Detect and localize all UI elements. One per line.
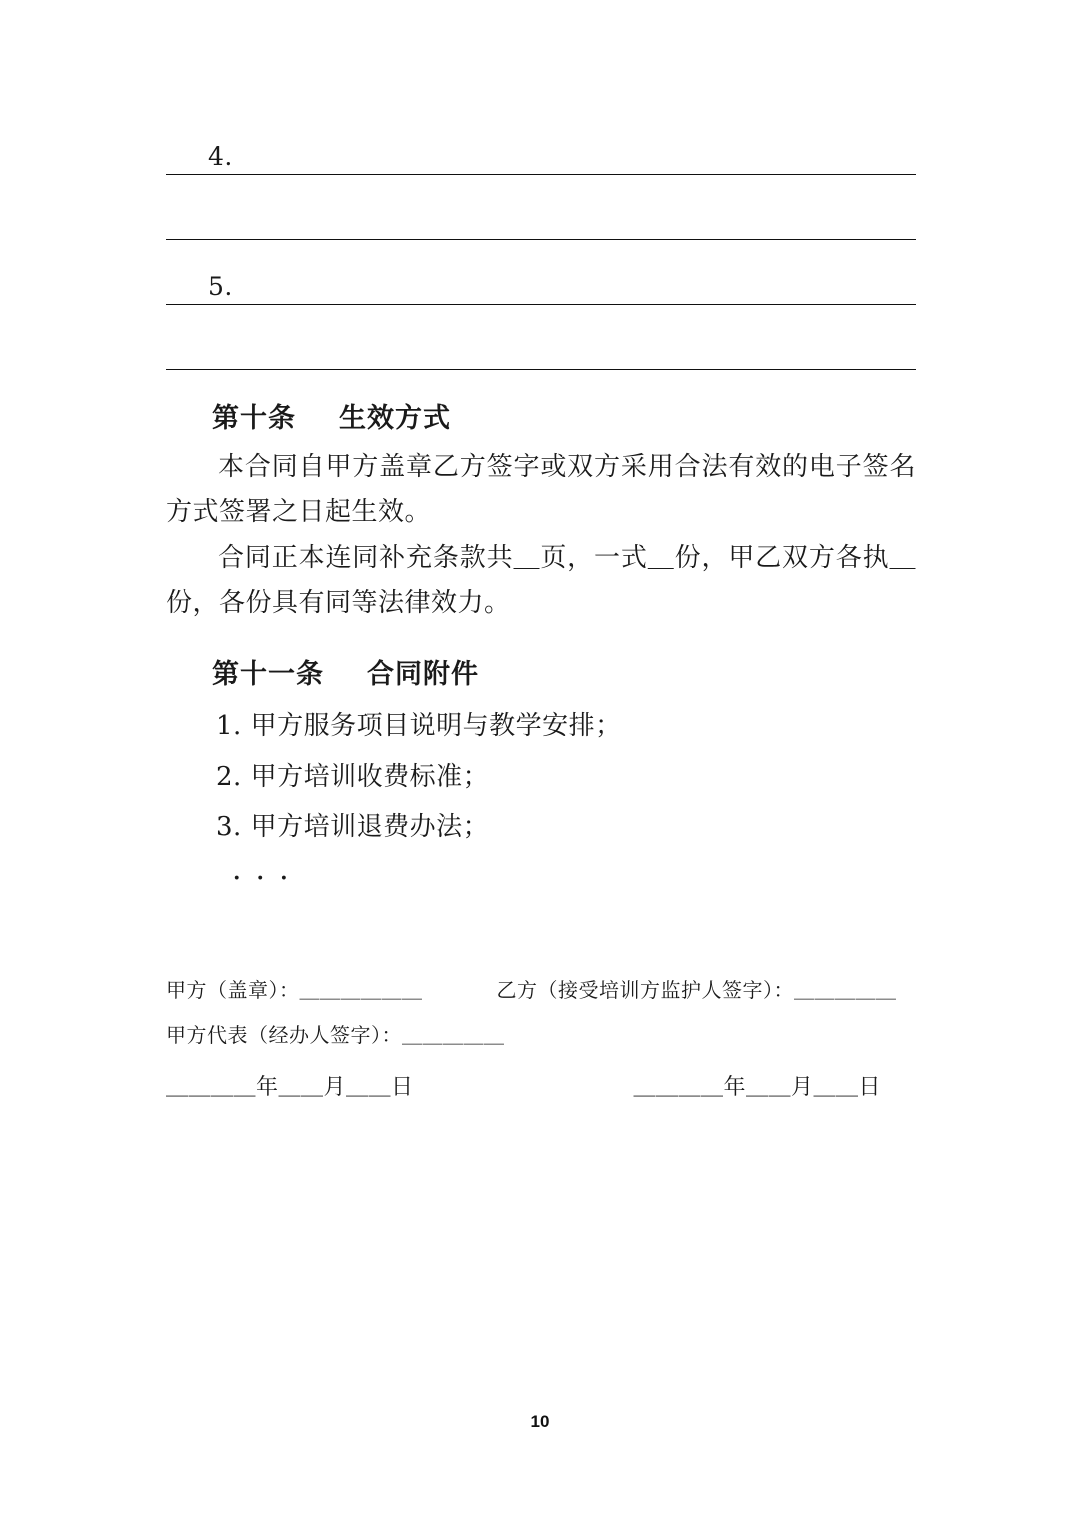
clause-ten-paragraph-2: 合同正本连同补充条款共＿页，一式＿份，甲乙双方各执＿份，各份具有同等法律效力。 (166, 543, 916, 619)
blank-line-4-label: 4. (208, 142, 233, 171)
clause-eleven-number: 第十一条 (212, 658, 324, 689)
party-b-guardian-field[interactable]: 乙方（接受培训方监护人签字）：＿＿＿＿＿ (496, 978, 897, 1002)
blank-spacer-2 (166, 240, 916, 250)
blank-spacer-3 (166, 305, 916, 315)
blank-line-4-continued[interactable] (166, 185, 916, 240)
signature-block (166, 975, 926, 1119)
attachment-list (166, 701, 916, 853)
clause-eleven-title: 合同附件 (367, 658, 480, 689)
clause-ten-paragraph-1: 本合同自甲方盖章乙方签字或双方采用合法有效的电子签名方式签署之日起生效。 (166, 452, 916, 527)
signature-row-dates (166, 1071, 926, 1105)
date-field-left[interactable]: ＿＿＿＿年＿＿月＿＿日 (166, 1075, 414, 1100)
clause-ten-number: 第十条 (212, 403, 296, 433)
blank-line-5-label: 5. (208, 272, 233, 301)
blank-spacer-1 (166, 175, 916, 185)
document-body (166, 120, 916, 903)
party-a-seal-field[interactable]: 甲方（盖章）：＿＿＿＿＿＿ (166, 978, 423, 1002)
list-item: 3. 甲方培训退费办法； (216, 812, 490, 843)
blank-line-5[interactable] (166, 250, 916, 305)
signature-row-parties (166, 975, 926, 1006)
date-field-right[interactable]: ＿＿＿＿年＿＿月＿＿日 (633, 1075, 882, 1100)
list-item: 2. 甲方培训收费标准； (216, 761, 490, 792)
list-item: 1. 甲方服务项目说明与教学安排； (216, 710, 622, 741)
blank-line-5-continued[interactable] (166, 315, 916, 370)
clause-ten-heading (166, 396, 916, 435)
attachment-ellipsis: ··· (232, 860, 303, 896)
clause-eleven-heading (166, 652, 916, 691)
clause-ten-title: 生效方式 (339, 403, 452, 433)
page-number: 10 (530, 1412, 550, 1431)
signature-row-representative (166, 1020, 926, 1051)
blank-line-4[interactable] (166, 120, 916, 175)
party-a-representative-field[interactable]: 甲方代表（经办人签字）：＿＿＿＿＿ (166, 1023, 505, 1047)
